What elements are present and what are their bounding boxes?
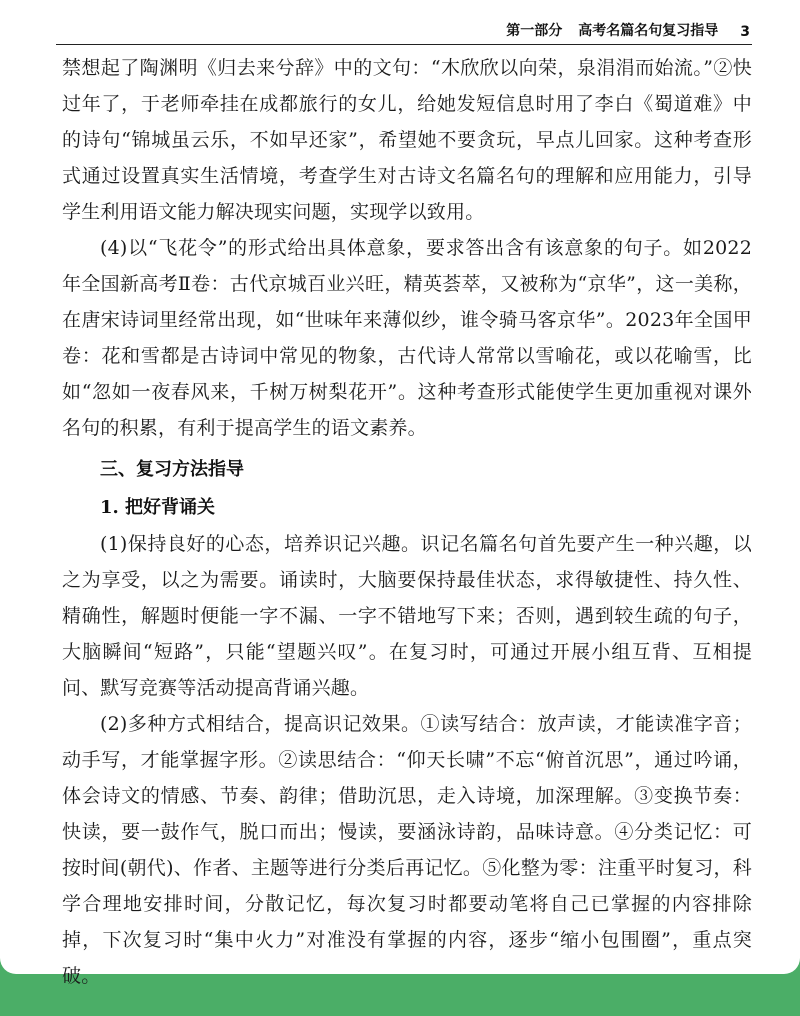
page-content	[62, 50, 752, 994]
running-header	[56, 22, 752, 45]
page-number: 3	[740, 24, 750, 40]
subsection-heading: 1. 把好背诵关	[100, 497, 216, 518]
header-title: 高考名篇名句复习指导	[578, 23, 719, 39]
header-part-label: 第一部分	[506, 23, 563, 39]
paragraph-feihualing: (4)以“飞花令”的形式给出具体意象，要求答出含有该意象的句子。如2022年全国新高考Ⅱ卷：古代京城百业兴旺，精英荟萃，又被称为“京华”，这一美称，在唐宋诗词里经常出现，如“世味年来薄似纱，谁令骑马客京华”。2023年全国甲卷：花和雪都是古诗词中常见的物象，古代诗人常常以雪喻花，或以花喻雪，比如“忽如一夜春风来，千树万树梨花开”。这种考查形式能使学生更加重视对课外名句的积累，有利于提高学生的语文素养。	[62, 237, 752, 439]
section-heading: 三、复习方法指导	[100, 459, 244, 480]
paragraph-attitude: (1)保持良好的心态，培养识记兴趣。识记名篇名句首先要产生一种兴趣，以之为享受，以之为需要。诵读时，大脑要保持最佳状态，求得敏捷性、持久性、精确性，解题时便能一字不漏、一字不错地写下来；否则，遇到较生疏的句子，大脑瞬间“短路”，只能“望题兴叹”。在复习时，可通过开展小组互背、互相提问、默写竞赛等活动提高背诵兴趣。	[62, 533, 752, 699]
paragraph-methods: (2)多种方式相结合，提高识记效果。①读写结合：放声读，才能读准字音；动手写，才能掌握字形。②读思结合：“仰天长啸”不忘“俯首沉思”，通过吟诵，体会诗文的情感、节奏、韵律；借助沉思，走入诗境，加深理解。③变换节奏：快读，要一鼓作气，脱口而出；慢读，要涵泳诗韵，品味诗意。④分类记忆：可按时间(朝代)、作者、主题等进行分类后再记忆。⑤化整为零：注重平时复习，科学合理地安排时间，分散记忆，每次复习时都要动笔将自己已掌握的内容排除掉，下次复习时“集中火力”对准没有掌握的内容，逐步“缩小包围圈”，重点突破。	[62, 713, 752, 987]
paragraph-continued: 禁想起了陶渊明《归去来兮辞》中的文句：“木欣欣以向荣，泉涓涓而始流。”②快过年了，于老师牵挂在成都旅行的女儿，给她发短信息时用了李白《蜀道难》中的诗句“锦城虽云乐，不如早还家”，希望她不要贪玩，早点儿回家。这种考查形式通过设置真实生活情境，考查学生对古诗文名篇名句的理解和应用能力，引导学生利用语文能力解决现实问题，实现学以致用。	[62, 57, 752, 223]
